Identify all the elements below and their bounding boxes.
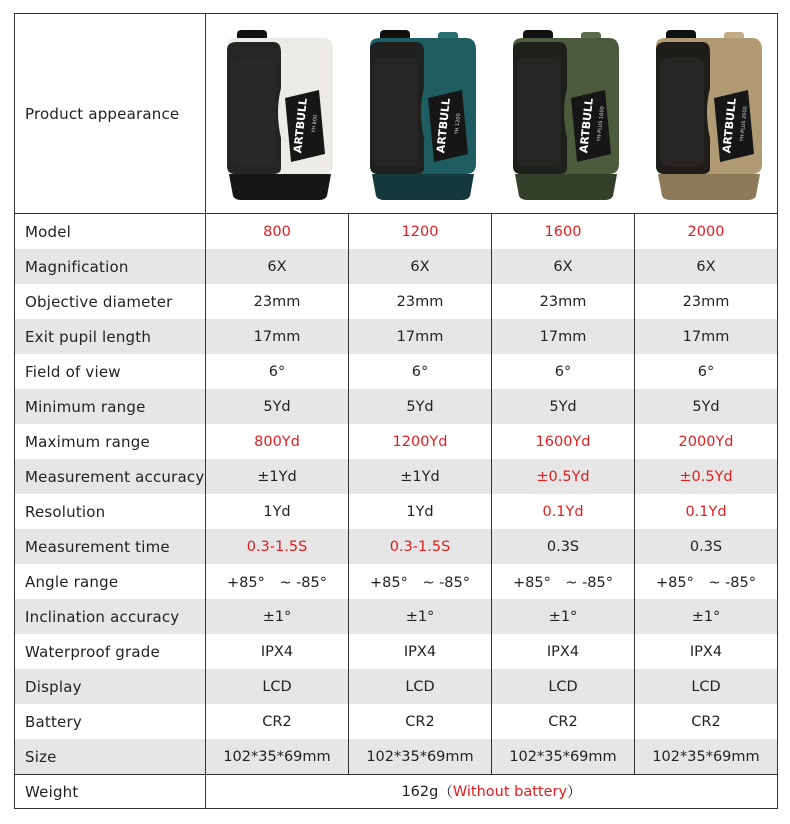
spec-row — [15, 704, 777, 739]
spec-label: Measurement accuracy — [15, 459, 206, 494]
spec-row — [15, 284, 777, 319]
spec-value: IPX4 — [349, 634, 492, 669]
spec-table — [14, 13, 778, 809]
spec-value: +85° ~ -85° — [349, 564, 492, 599]
weight-label: Weight — [15, 775, 206, 808]
spec-row — [15, 459, 777, 494]
spec-label: Objective diameter — [15, 284, 206, 319]
spec-label: Minimum range — [15, 389, 206, 424]
spec-value: CR2 — [691, 713, 721, 730]
spec-value: 6X — [206, 249, 349, 284]
spec-value: 5Yd — [692, 398, 720, 415]
product-image-1200 — [349, 14, 492, 213]
svg-text:YH 800: YH 800 — [311, 114, 320, 133]
spec-value: 6° — [697, 363, 715, 380]
spec-value: IPX4 — [492, 634, 635, 669]
weight-note: Without battery — [452, 783, 568, 800]
rangefinder-illustration — [644, 28, 768, 200]
spec-label: Size — [15, 739, 206, 774]
spec-row — [15, 669, 777, 704]
spec-value: 17mm — [349, 319, 492, 354]
spec-value: LCD — [492, 669, 635, 704]
product-image-2000 — [634, 14, 777, 213]
spec-label: Inclination accuracy — [15, 599, 206, 634]
spec-value: 102*35*69mm — [492, 739, 635, 774]
spec-value: ±0.5Yd — [492, 459, 635, 494]
spec-value: 23mm — [492, 284, 635, 319]
spec-row — [15, 389, 777, 424]
svg-text:YH-PLUS 2000: YH-PLUS 2000 — [738, 105, 749, 142]
rangefinder-illustration — [358, 28, 482, 200]
spec-label: Angle range — [15, 564, 206, 599]
spec-value: 1600 — [492, 214, 635, 249]
weight-open-paren: （ — [438, 785, 453, 801]
spec-row — [15, 354, 777, 389]
spec-value: ±0.5Yd — [679, 468, 733, 485]
svg-text:YH-PLUS 1600: YH-PLUS 1600 — [596, 105, 606, 142]
weight-close-paren: ） — [567, 785, 582, 801]
spec-label: Display — [15, 669, 206, 704]
spec-row — [15, 529, 777, 564]
spec-value: 0.1Yd — [685, 503, 727, 520]
spec-value: 1Yd — [349, 494, 492, 529]
svg-text:ARTBULL: ARTBULL — [577, 96, 596, 154]
spec-value: 1600Yd — [492, 424, 635, 459]
spec-value: IPX4 — [206, 634, 349, 669]
spec-row — [15, 319, 777, 354]
spec-row — [15, 424, 777, 459]
spec-value: 5Yd — [349, 389, 492, 424]
spec-value: 17mm — [492, 319, 635, 354]
spec-row — [15, 249, 777, 284]
spec-row — [15, 564, 777, 599]
spec-value: CR2 — [492, 704, 635, 739]
spec-label: Measurement time — [15, 529, 206, 564]
spec-value: +85° ~ -85° — [206, 564, 349, 599]
spec-label: Waterproof grade — [15, 634, 206, 669]
svg-text:YH 1200: YH 1200 — [454, 112, 463, 135]
spec-value: ±1° — [492, 599, 635, 634]
spec-value: 0.3S — [492, 529, 635, 564]
spec-rows — [15, 214, 777, 774]
spec-value: 23mm — [349, 284, 492, 319]
spec-row — [15, 739, 777, 774]
spec-value: ±1° — [349, 599, 492, 634]
spec-value: 102*35*69mm — [652, 748, 760, 765]
spec-value: IPX4 — [689, 643, 723, 660]
spec-value: 0.3-1.5S — [349, 529, 492, 564]
spec-value: 2000 — [687, 223, 725, 240]
rangefinder-illustration — [501, 28, 625, 200]
spec-label: Exit pupil length — [15, 319, 206, 354]
spec-value: ±1° — [206, 599, 349, 634]
weight-amount: 162g — [401, 783, 439, 800]
spec-row — [15, 214, 777, 249]
appearance-row — [15, 14, 777, 214]
spec-value: 1Yd — [206, 494, 349, 529]
spec-value: 800Yd — [206, 424, 349, 459]
spec-value: 0.3S — [689, 538, 723, 555]
appearance-label: Product appearance — [15, 14, 206, 213]
spec-value: 6° — [492, 354, 635, 389]
spec-label: Model — [15, 214, 206, 249]
spec-label: Maximum range — [15, 424, 206, 459]
rangefinder-illustration — [215, 28, 339, 200]
weight-value — [206, 775, 777, 808]
weight-row — [15, 774, 777, 808]
spec-value: 6X — [696, 258, 716, 275]
spec-value: 6X — [492, 249, 635, 284]
spec-label: Resolution — [15, 494, 206, 529]
svg-text:ARTBULL: ARTBULL — [291, 96, 311, 154]
spec-value: 800 — [206, 214, 349, 249]
spec-value: 17mm — [682, 328, 730, 345]
spec-value: 0.3-1.5S — [206, 529, 349, 564]
spec-value: 0.1Yd — [492, 494, 635, 529]
spec-value: 5Yd — [492, 389, 635, 424]
spec-value: CR2 — [349, 704, 492, 739]
spec-value: 1200 — [349, 214, 492, 249]
spec-value: 6X — [349, 249, 492, 284]
spec-value: ±1° — [691, 608, 721, 625]
spec-value: LCD — [206, 669, 349, 704]
spec-label: Battery — [15, 704, 206, 739]
spec-value: 17mm — [206, 319, 349, 354]
spec-label: Field of view — [15, 354, 206, 389]
spec-row — [15, 494, 777, 529]
spec-value: LCD — [349, 669, 492, 704]
spec-label: Magnification — [15, 249, 206, 284]
spec-value: CR2 — [206, 704, 349, 739]
spec-value: 2000Yd — [678, 433, 734, 450]
spec-row — [15, 599, 777, 634]
spec-value: ±1Yd — [206, 459, 349, 494]
product-image-800 — [206, 14, 349, 213]
product-image-1600 — [492, 14, 635, 213]
spec-value: +85° ~ -85° — [655, 575, 757, 591]
spec-value: +85° ~ -85° — [492, 564, 635, 599]
spec-value: 5Yd — [206, 389, 349, 424]
svg-text:ARTBULL: ARTBULL — [719, 96, 739, 154]
spec-value: ±1Yd — [349, 459, 492, 494]
spec-value: 23mm — [206, 284, 349, 319]
svg-text:ARTBULL: ARTBULL — [434, 96, 454, 154]
spec-value: 102*35*69mm — [206, 739, 349, 774]
spec-value: 102*35*69mm — [349, 739, 492, 774]
spec-value: 1200Yd — [349, 424, 492, 459]
spec-value: 6° — [349, 354, 492, 389]
spec-value: LCD — [691, 678, 721, 695]
spec-value: 6° — [206, 354, 349, 389]
spec-row — [15, 634, 777, 669]
spec-value: 23mm — [682, 293, 730, 310]
